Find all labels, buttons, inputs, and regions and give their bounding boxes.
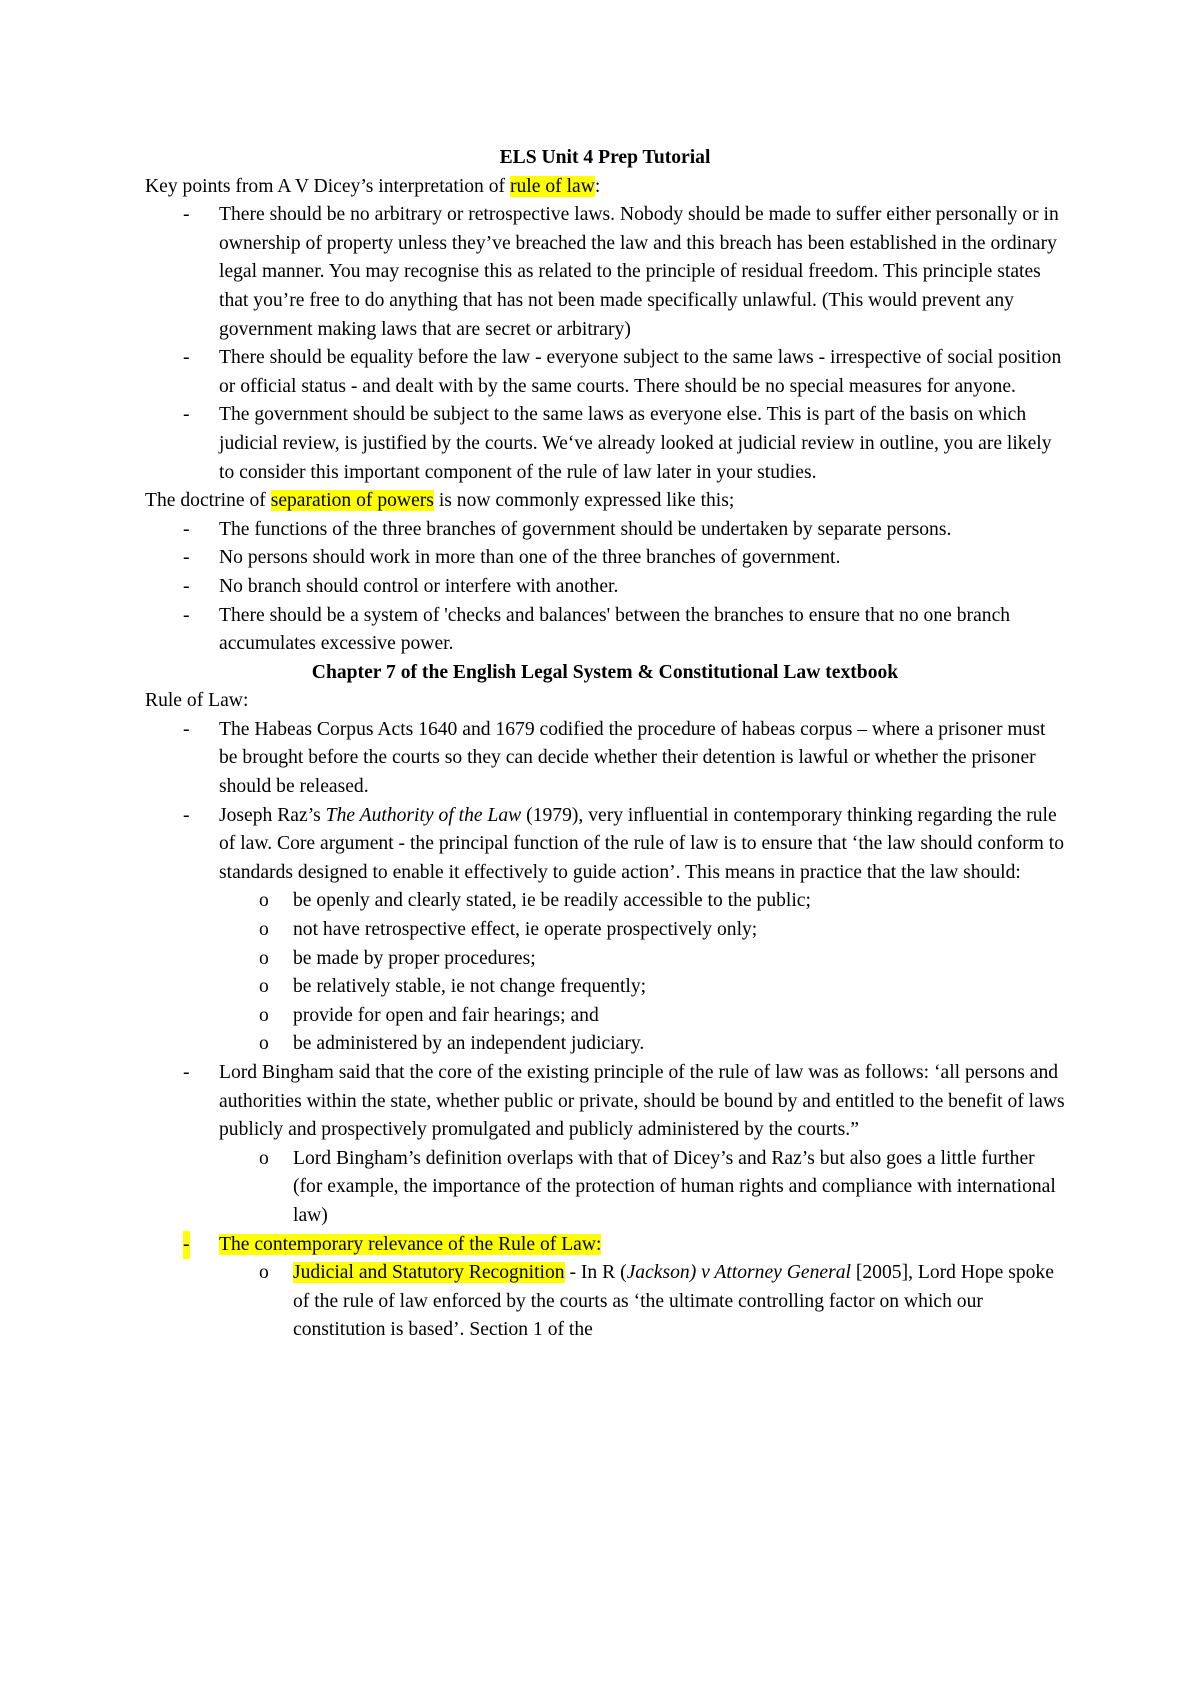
list-item-text: There should be a system of 'checks and balances' between the branches to ensure that no one branch accumulates excessive power. (219, 604, 1011, 655)
sub-list-item (222, 1030, 1065, 1059)
list-item (145, 1231, 1065, 1345)
list-item (145, 573, 1065, 602)
document-title: ELS Unit 4 Prep Tutorial (499, 147, 711, 168)
highlight-rule-of-law: rule of law (509, 175, 595, 197)
sub-list-item (222, 973, 1065, 1002)
list-item (145, 516, 1065, 545)
separation-intro-text: The doctrine of (145, 490, 271, 512)
sub-list-item-text: provide for open and fair hearings; and (293, 1004, 599, 1026)
circle-bullet: o (259, 890, 269, 912)
dash-bullet-highlighted: - (183, 1231, 190, 1260)
raz-book-title: The Authority of the Law (325, 804, 522, 826)
sub-list-item-text: be openly and clearly stated, ie be readily accessible to the public; (293, 890, 811, 912)
raz-text: Joseph Raz’s (219, 804, 326, 826)
jsr-text-continued: [2005], Lord Hope spoke of the rule of law enforced by the courts as ‘the ultimate controlling factor on which our constitution is based’. Section 1 of the (293, 1262, 1054, 1341)
circle-bullet: o (259, 919, 269, 941)
circle-bullet: o (259, 1147, 269, 1169)
list-item-text: The functions of the three branches of government should be undertaken by separate persons. (219, 518, 952, 540)
contemporary-sub-list (219, 1259, 1065, 1345)
circle-bullet: o (259, 976, 269, 998)
highlight-contemporary-relevance: The contemporary relevance of the Rule of Law: (219, 1233, 602, 1255)
habeas-corpus-text: The Habeas Corpus Acts 1640 and 1679 codified the procedure of habeas corpus – where a prisoner must be brought before the courts so they can decide whether their detention is lawful or whether the prisoner should be released. (219, 718, 1046, 798)
dash-bullet: - (183, 604, 190, 626)
dash-bullet: - (183, 575, 190, 597)
sub-list-item-text: be relatively stable, ie not change frequently; (293, 976, 647, 998)
sub-list-item-text: not have retrospective effect, ie operate prospectively only; (293, 919, 758, 941)
list-item (145, 201, 1065, 344)
circle-bullet: o (259, 1262, 269, 1284)
case-name: Jackson) v Attorney General (626, 1262, 851, 1284)
dash-bullet: - (183, 347, 190, 369)
dash-bullet: - (183, 518, 190, 540)
list-item-text: The government should be subject to the same laws as everyone else. This is part of the basis on which judicial review, is justified by the courts. We‘ve already looked at judicial review in outline, you are likely to consider this important component of the rule of law later in your studies. (219, 404, 1052, 483)
dash-bullet: - (183, 404, 190, 426)
highlight-judicial-statutory-recognition: Judicial and Statutory Recognition (293, 1262, 565, 1284)
circle-bullet: o (259, 947, 269, 969)
circle-bullet: o (259, 1033, 269, 1055)
sub-list-item-text: Lord Bingham’s definition overlaps with that of Dicey’s and Raz’s but also goes a little further (for example, the importance of the protection of human rights and compliance with international law) (293, 1147, 1056, 1226)
rule-of-law-label: Rule of Law: (145, 690, 249, 712)
bingham-sub-list (219, 1145, 1065, 1231)
dicey-points-list (145, 201, 1065, 487)
list-item (145, 602, 1065, 659)
sub-list-item (222, 887, 1065, 916)
jsr-text: - In R ( (564, 1262, 627, 1284)
list-item-text: No branch should control or interfere with another. (219, 575, 619, 597)
chapter-heading: Chapter 7 of the English Legal System & Constitutional Law textbook (311, 661, 899, 683)
dash-bullet: - (183, 804, 190, 826)
dash-bullet: - (183, 1062, 190, 1083)
list-item-text: No persons should work in more than one of the three branches of government. (219, 547, 841, 569)
separation-intro-tail: is now commonly expressed like this; (433, 490, 735, 512)
dash-bullet: - (183, 547, 190, 569)
bingham-text: Lord Bingham said that the core of the existing principle of the rule of law was as follows: ‘all persons and authorities within the state, whether public or private, should be bound by and entitled to the benefit of laws publicly and prospectively promulgated and publicly administered by the courts.” (219, 1062, 1065, 1141)
sub-list-item (222, 1002, 1065, 1031)
list-item (145, 1059, 1065, 1231)
separation-intro (145, 487, 1065, 516)
list-item (145, 802, 1065, 1059)
document-body (145, 144, 1065, 1345)
list-item-text: There should be no arbitrary or retrospective laws. Nobody should be made to suffer either personally or in ownership of property unless they’ve breached the law and this breach has been established in the ordinary legal manner. You may recognise this as related to the principle of residual freedom. This principle states that you’re free to do anything that has not been made specifically unlawful. (This would prevent any government making laws that are secret or arbitrary) (219, 204, 1059, 340)
circle-bullet: o (259, 1004, 269, 1026)
dash-bullet: - (183, 204, 190, 226)
sub-list-item (222, 1145, 1065, 1231)
dash-bullet: - (183, 718, 190, 740)
rule-of-law-list (145, 716, 1065, 1345)
list-item (145, 401, 1065, 487)
list-item (145, 344, 1065, 401)
list-item-text: There should be equality before the law - everyone subject to the same laws - irrespective of social position or official status - and dealt with by the same courts. There should be no special measures for anyone. (219, 347, 1062, 397)
sub-list-item (222, 1259, 1065, 1345)
list-item (145, 544, 1065, 573)
dicey-intro (145, 173, 1065, 202)
raz-text-continued: (1979), very influential in contemporary thinking regarding the rule of law. Core argument - the principal function of the rule of law is to ensure that ‘the law should conform to standards designed to enable it effectively to guide action’. This means in practice that the law should: (219, 804, 1065, 883)
separation-points-list (145, 516, 1065, 659)
raz-requirements-list (219, 887, 1065, 1059)
list-item (145, 716, 1065, 802)
sub-list-item (222, 945, 1065, 974)
sub-list-item-text: be made by proper procedures; (293, 947, 536, 969)
sub-list-item-text: be administered by an independent judiciary. (293, 1033, 645, 1055)
dicey-intro-text: Key points from A V Dicey’s interpretation of (145, 175, 510, 197)
dicey-intro-colon: : (594, 175, 601, 197)
highlight-separation-of-powers: separation of powers (270, 490, 434, 512)
sub-list-item (222, 916, 1065, 945)
